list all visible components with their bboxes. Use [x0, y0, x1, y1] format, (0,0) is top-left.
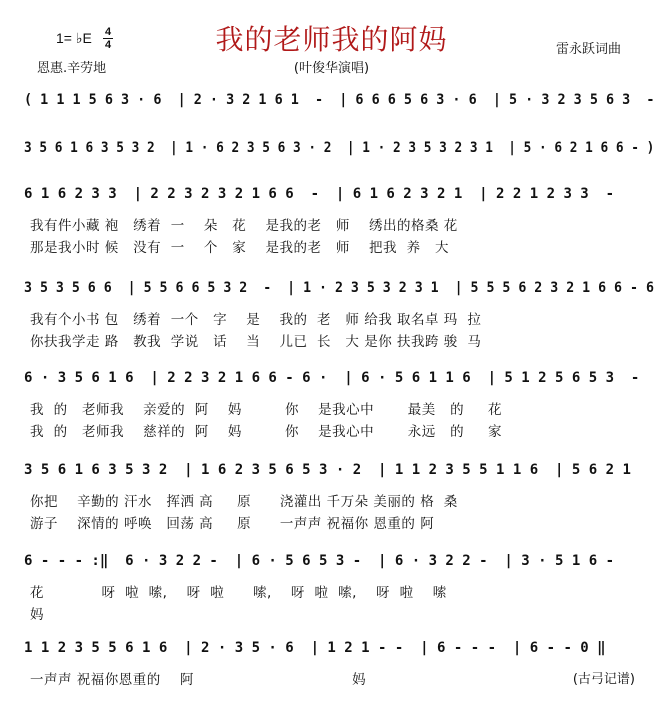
lyric-line: 花 呀 啦 嗦, 呀 啦 嗦, 呀 啦 嗦, 呀 啦 嗦: [30, 585, 447, 601]
time-top: 4: [104, 26, 112, 38]
lyricist-credit: 恩惠.辛劳地: [37, 61, 107, 76]
lyric-line: 游子 深情的 呼唤 回荡 高 原 一声声 祝福你 恩重的 阿: [30, 516, 435, 532]
notation-line: 3 5 6 1 6 3 5 3 2 | 1 6 2 3 5 6 5 3 · 2 | 1 1 2 3 5 5 1 1 6 | 5 6 2 1: [24, 462, 631, 478]
lyric-line: 那是我小时 候 没有 一 个 家 是我的老 师 把我 养 大: [30, 240, 449, 256]
notation-line: 6 · 3 5 6 1 6 | 2 2 3 2 1 6 6 - 6 · | 6 · 5 6 1 1 6 | 5 1 2 5 6 5 3 -: [24, 370, 640, 386]
lyric-line: 你扶我学走 路 教我 学说 话 当 儿已 长 大 是你 扶我跨 骏 马: [30, 334, 482, 350]
song-title: 我的老师我的阿妈: [215, 23, 448, 56]
notation-line: 3 5 6 1 6 3 5 3 2 | 1 · 6 2 3 5 6 3 · 2 | 1 · 2 3 5 3 2 3 1 | 5 · 6 2 1 6 6 - ): [24, 140, 655, 156]
singer-credit: (叶俊华演唱): [293, 61, 370, 76]
transcriber-credit: (古弓记谱): [572, 672, 635, 687]
lyric-line: 妈: [30, 607, 44, 623]
lyric-line: 我有个小书 包 绣着 一个 字 是 我的 老 师 给我 取名卓 玛 拉: [30, 312, 482, 328]
notation-line: 1 1 2 3 5 5 6 1 6 | 2 · 3 5 · 6 | 1 2 1 - - | 6 - - - | 6 - - 0 ‖: [24, 640, 606, 656]
composer-credit: 雷永跃词曲: [555, 42, 621, 57]
notation-line: 6 1 6 2 3 3 | 2 2 3 2 3 2 1 6 6 - | 6 1 6 2 3 2 1 | 2 2 1 2 3 3 -: [24, 186, 615, 202]
lyric-line: 你把 辛勤的 汗水 挥洒 高 原 浇灌出 千万朵 美丽的 格 桑: [30, 494, 458, 510]
lyric-line: 一声声 祝福你恩重的 阿 妈: [30, 672, 367, 688]
notation-line: 6 - - - :‖ 6 · 3 2 2 - | 6 · 5 6 5 3 - | 6 · 3 2 2 - | 3 · 5 1 6 -: [24, 553, 615, 569]
lyric-line: 我 的 老师我 亲爱的 阿 妈 你 是我心中 最美 的 花: [30, 402, 503, 418]
notation-line: ( 1 1 1 5 6 3 · 6 | 2 · 3 2 1 6 1 - | 6 6 6 5 6 3 · 6 | 5 · 3 2 3 5 6 3 -: [24, 92, 655, 108]
notation-line: 3 5 3 5 6 6 | 5 5 6 6 5 3 2 - | 1 · 2 3 5 3 2 3 1 | 5 5 5 6 2 3 2 1 6 6 - 6: [24, 280, 654, 296]
lyric-line: 我 的 老师我 慈祥的 阿 妈 你 是我心中 永远 的 家: [30, 424, 503, 440]
lyric-line: 我有件小藏 袍 绣着 一 朵 花 是我的老 师 绣出的格桑 花: [30, 218, 458, 234]
time-bottom: 4: [104, 39, 112, 51]
key-signature: 1= ♭E: [56, 30, 92, 46]
